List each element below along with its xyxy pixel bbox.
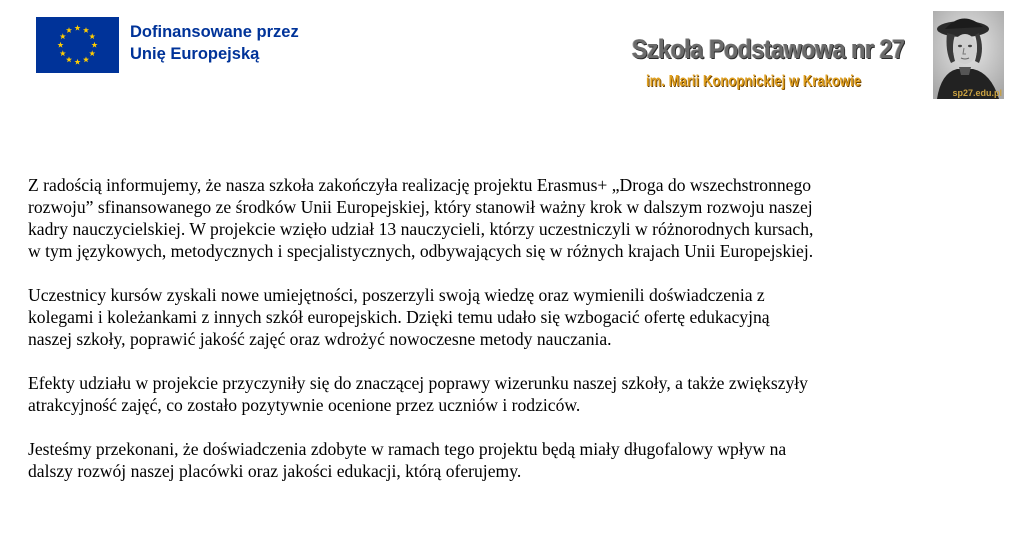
paragraph-4 bbox=[28, 438, 1003, 482]
paragraph-line: dalszy rozwój naszej placówki oraz jakości edukacji, którą oferujemy. bbox=[28, 461, 522, 481]
paragraph-line: w tym językowych, metodycznych i specjalistycznych, odbywających się w różnych krajach Unii Europejskiej. bbox=[28, 241, 814, 261]
paragraph-line: atrakcyjność zajęć, co zostało pozytywnie ocenione przez uczniów i rodziców. bbox=[28, 395, 581, 415]
paragraph-line: Jesteśmy przekonani, że doświadczenia zdobyte w ramach tego projektu będą miały długofalowy wpływ na bbox=[28, 439, 787, 459]
portrait-caption: sp27.edu.pl bbox=[952, 88, 1002, 98]
paragraph-line: kolegami i koleżankami z innych szkół europejskich. Dzięki temu udało się wzbogacić ofertę edukacyjną bbox=[28, 307, 770, 327]
portrait-image bbox=[933, 11, 1004, 99]
paragraph-line: rozwoju” sfinansowanego ze środków Unii Europejskiej, który stanowił ważny krok w dalszym rozwoju naszej bbox=[28, 197, 813, 217]
school-patron: im. Marii Konopnickiej w Krakowie bbox=[646, 73, 862, 90]
paragraph-1 bbox=[28, 174, 1003, 262]
paragraph-line: kadry nauczycielskiej. W projekcie wzięło udział 13 nauczycieli, którzy uczestniczyli w różnorodnych kursach, bbox=[28, 219, 814, 239]
announcement-body bbox=[28, 174, 1003, 504]
paragraph-line: Z radością informujemy, że nasza szkoła zakończyła realizację projektu Erasmus+ „Droga do wszechstronnego bbox=[28, 175, 812, 195]
paragraph-line: Uczestnicy kursów zyskali nowe umiejętności, poszerzyli swoją wiedzę oraz wymienili doświadczenia z bbox=[28, 285, 765, 305]
paragraph-line: naszej szkoły, poprawić jakość zajęć oraz wdrożyć nowoczesne metody nauczania. bbox=[28, 329, 612, 349]
eu-funding-label bbox=[130, 21, 299, 65]
school-name: Szkoła Podstawowa nr 27 bbox=[632, 34, 905, 64]
paragraph-line: Efekty udziału w projekcie przyczyniły się do znaczącej poprawy wizerunku naszej szkoły, a także zwiększyły bbox=[28, 373, 808, 393]
patron-portrait bbox=[933, 11, 1004, 99]
eu-flag-icon bbox=[36, 17, 119, 73]
eu-funding-line-1: Dofinansowane przez bbox=[130, 23, 299, 41]
eu-funding-line-2: Unię Europejską bbox=[130, 45, 260, 63]
paragraph-2 bbox=[28, 284, 1003, 350]
paragraph-3 bbox=[28, 372, 1003, 416]
